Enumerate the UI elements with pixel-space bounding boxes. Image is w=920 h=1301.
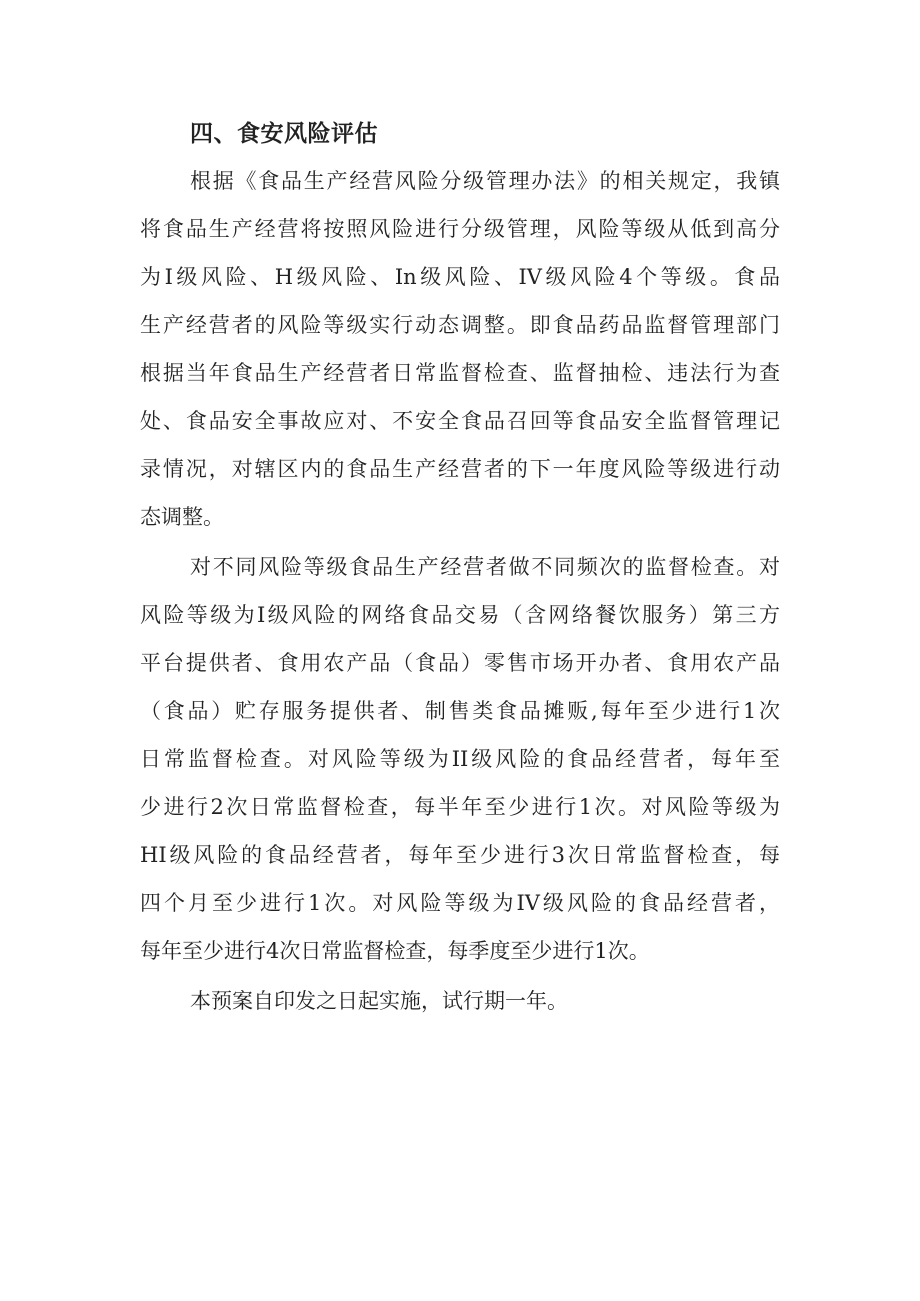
paragraph-2-line-2: 风险等级为Ⅰ级风险的网络食品交易（含网络餐饮服务）第三方 <box>140 603 780 627</box>
paragraph-2-line-5: 日常监督检查。对风险等级为II级风险的食品经营者，每年至 <box>140 747 780 771</box>
paragraph-2-line-7: HI级风险的食品经营者，每年至少进行3次日常监督检查，每 <box>140 843 780 867</box>
paragraph-1-line-4: 生产经营者的风险等级实行动态调整。即食品药品监督管理部门 <box>140 313 780 337</box>
paragraph-2-line-1: 对不同风险等级食品生产经营者做不同频次的监督检查。对 <box>190 555 780 579</box>
paragraph-1-line-3: 为Ⅰ级风险、H级风险、In级风险、IV级风险4个等级。食品 <box>140 265 780 289</box>
paragraph-1-line-1: 根据《食品生产经营风险分级管理办法》的相关规定，我镇 <box>190 169 780 193</box>
section-heading: 四、食安风险评估 <box>190 121 378 147</box>
paragraph-1-line-2: 将食品生产经营将按照风险进行分级管理，风险等级从低到高分 <box>140 217 780 241</box>
paragraph-2-line-4: （食品）贮存服务提供者、制售类食品摊贩,每年至少进行1次 <box>140 699 780 723</box>
paragraph-2-line-8: 四个月至少进行1次。对风险等级为IV级风险的食品经营者， <box>140 891 780 915</box>
paragraph-1-line-7: 录情况，对辖区内的食品生产经营者的下一年度风险等级进行动 <box>140 457 780 481</box>
paragraph-3-line-1: 本预案自印发之日起实施，试行期一年。 <box>190 989 568 1013</box>
paragraph-2-line-3: 平台提供者、食用农产品（食品）零售市场开办者、食用农产品 <box>140 651 780 675</box>
paragraph-2-line-9: 每年至少进行4次日常监督检查，每季度至少进行1次。 <box>140 939 650 963</box>
paragraph-1-line-5: 根据当年食品生产经营者日常监督检查、监督抽检、违法行为查 <box>140 361 780 385</box>
paragraph-2-line-6: 少进行2次日常监督检查，每半年至少进行1次。对风险等级为 <box>140 795 780 819</box>
paragraph-1-line-6: 处、食品安全事故应对、不安全食品召回等食品安全监督管理记 <box>140 409 780 433</box>
paragraph-1-line-8: 态调整。 <box>140 505 224 529</box>
